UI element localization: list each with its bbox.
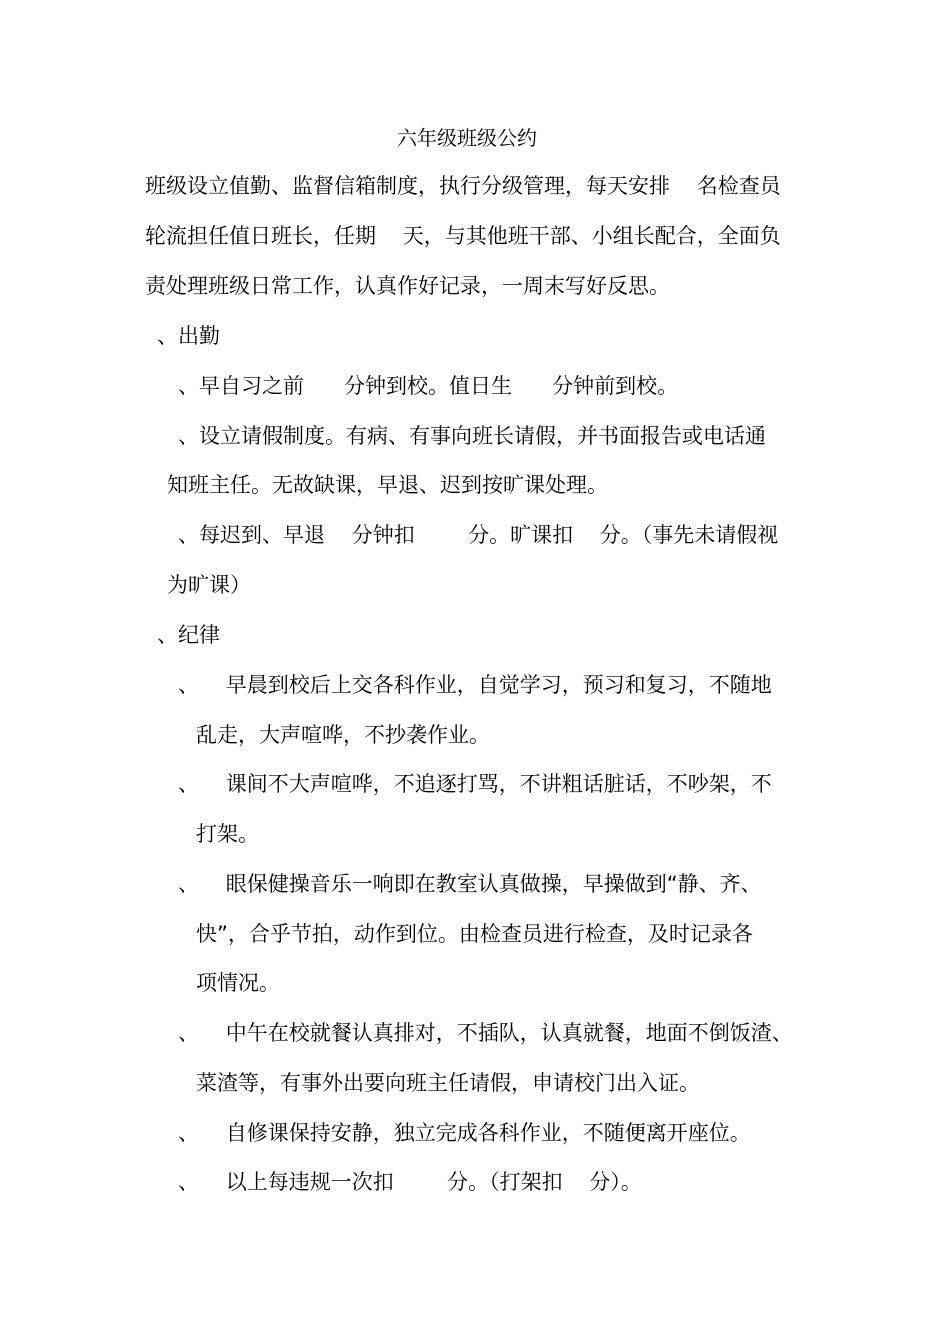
attendance-item-3-line-2: 为旷课） xyxy=(167,573,251,597)
discipline-item-2-line-2: 打架。 xyxy=(196,822,259,846)
attendance-item-3-line-1: 、每迟到、早退 分钟扣 分。旷课扣 分。（事先未请假视 xyxy=(178,523,779,547)
discipline-item-6-line-1: 、 以上每违规一次扣 分。（打架扣 分）。 xyxy=(178,1170,642,1194)
intro-line-2: 轮流担任值日班长，任期 天，与其他班干部、小组长配合，全面负 xyxy=(145,224,781,248)
discipline-item-1-line-1: 、 早晨到校后上交各科作业，自觉学习，预习和复习，不随地 xyxy=(178,673,772,697)
section-heading-discipline: 、纪律 xyxy=(157,623,220,647)
discipline-item-2-line-1: 、 课间不大声喧哗，不追逐打骂，不讲粗话脏话，不吵架，不 xyxy=(178,772,772,796)
attendance-item-2-line-2: 知班主任。无故缺课，早退、迟到按旷课处理。 xyxy=(167,473,608,497)
discipline-item-1-line-2: 乱走，大声喧哗，不抄袭作业。 xyxy=(196,723,490,747)
discipline-item-3-line-2: 快”，合乎节拍，动作到位。由检查员进行检查，及时记录各 xyxy=(196,922,753,946)
discipline-item-3-line-3: 项情况。 xyxy=(196,971,280,995)
intro-line-1: 班级设立值勤、监督信箱制度，执行分级管理，每天安排 名检查员 xyxy=(145,174,781,198)
discipline-item-4-line-2: 菜渣等，有事外出要向班主任请假，申请校门出入证。 xyxy=(196,1071,700,1095)
discipline-item-5-line-1: 、 自修课保持安静，独立完成各科作业，不随便离开座位。 xyxy=(178,1121,751,1145)
discipline-item-4-line-1: 、 中午在校就餐认真排对，不插队，认真就餐，地面不倒饭渣、 xyxy=(178,1021,793,1045)
discipline-item-3-line-1: 、 眼保健操音乐一响即在教室认真做操，早操做到“静、齐、 xyxy=(178,872,762,896)
attendance-item-2-line-1: 、设立请假制度。有病、有事向班长请假，并书面报告或电话通 xyxy=(178,424,766,448)
page-title: 六年级班级公约 xyxy=(397,126,537,150)
attendance-item-1-line-1: 、早自习之前 分钟到校。值日生 分钟前到校。 xyxy=(178,374,679,398)
section-heading-attendance: 、出勤 xyxy=(157,324,220,348)
intro-line-3: 责处理班级日常工作，认真作好记录，一周末写好反思。 xyxy=(145,274,670,298)
